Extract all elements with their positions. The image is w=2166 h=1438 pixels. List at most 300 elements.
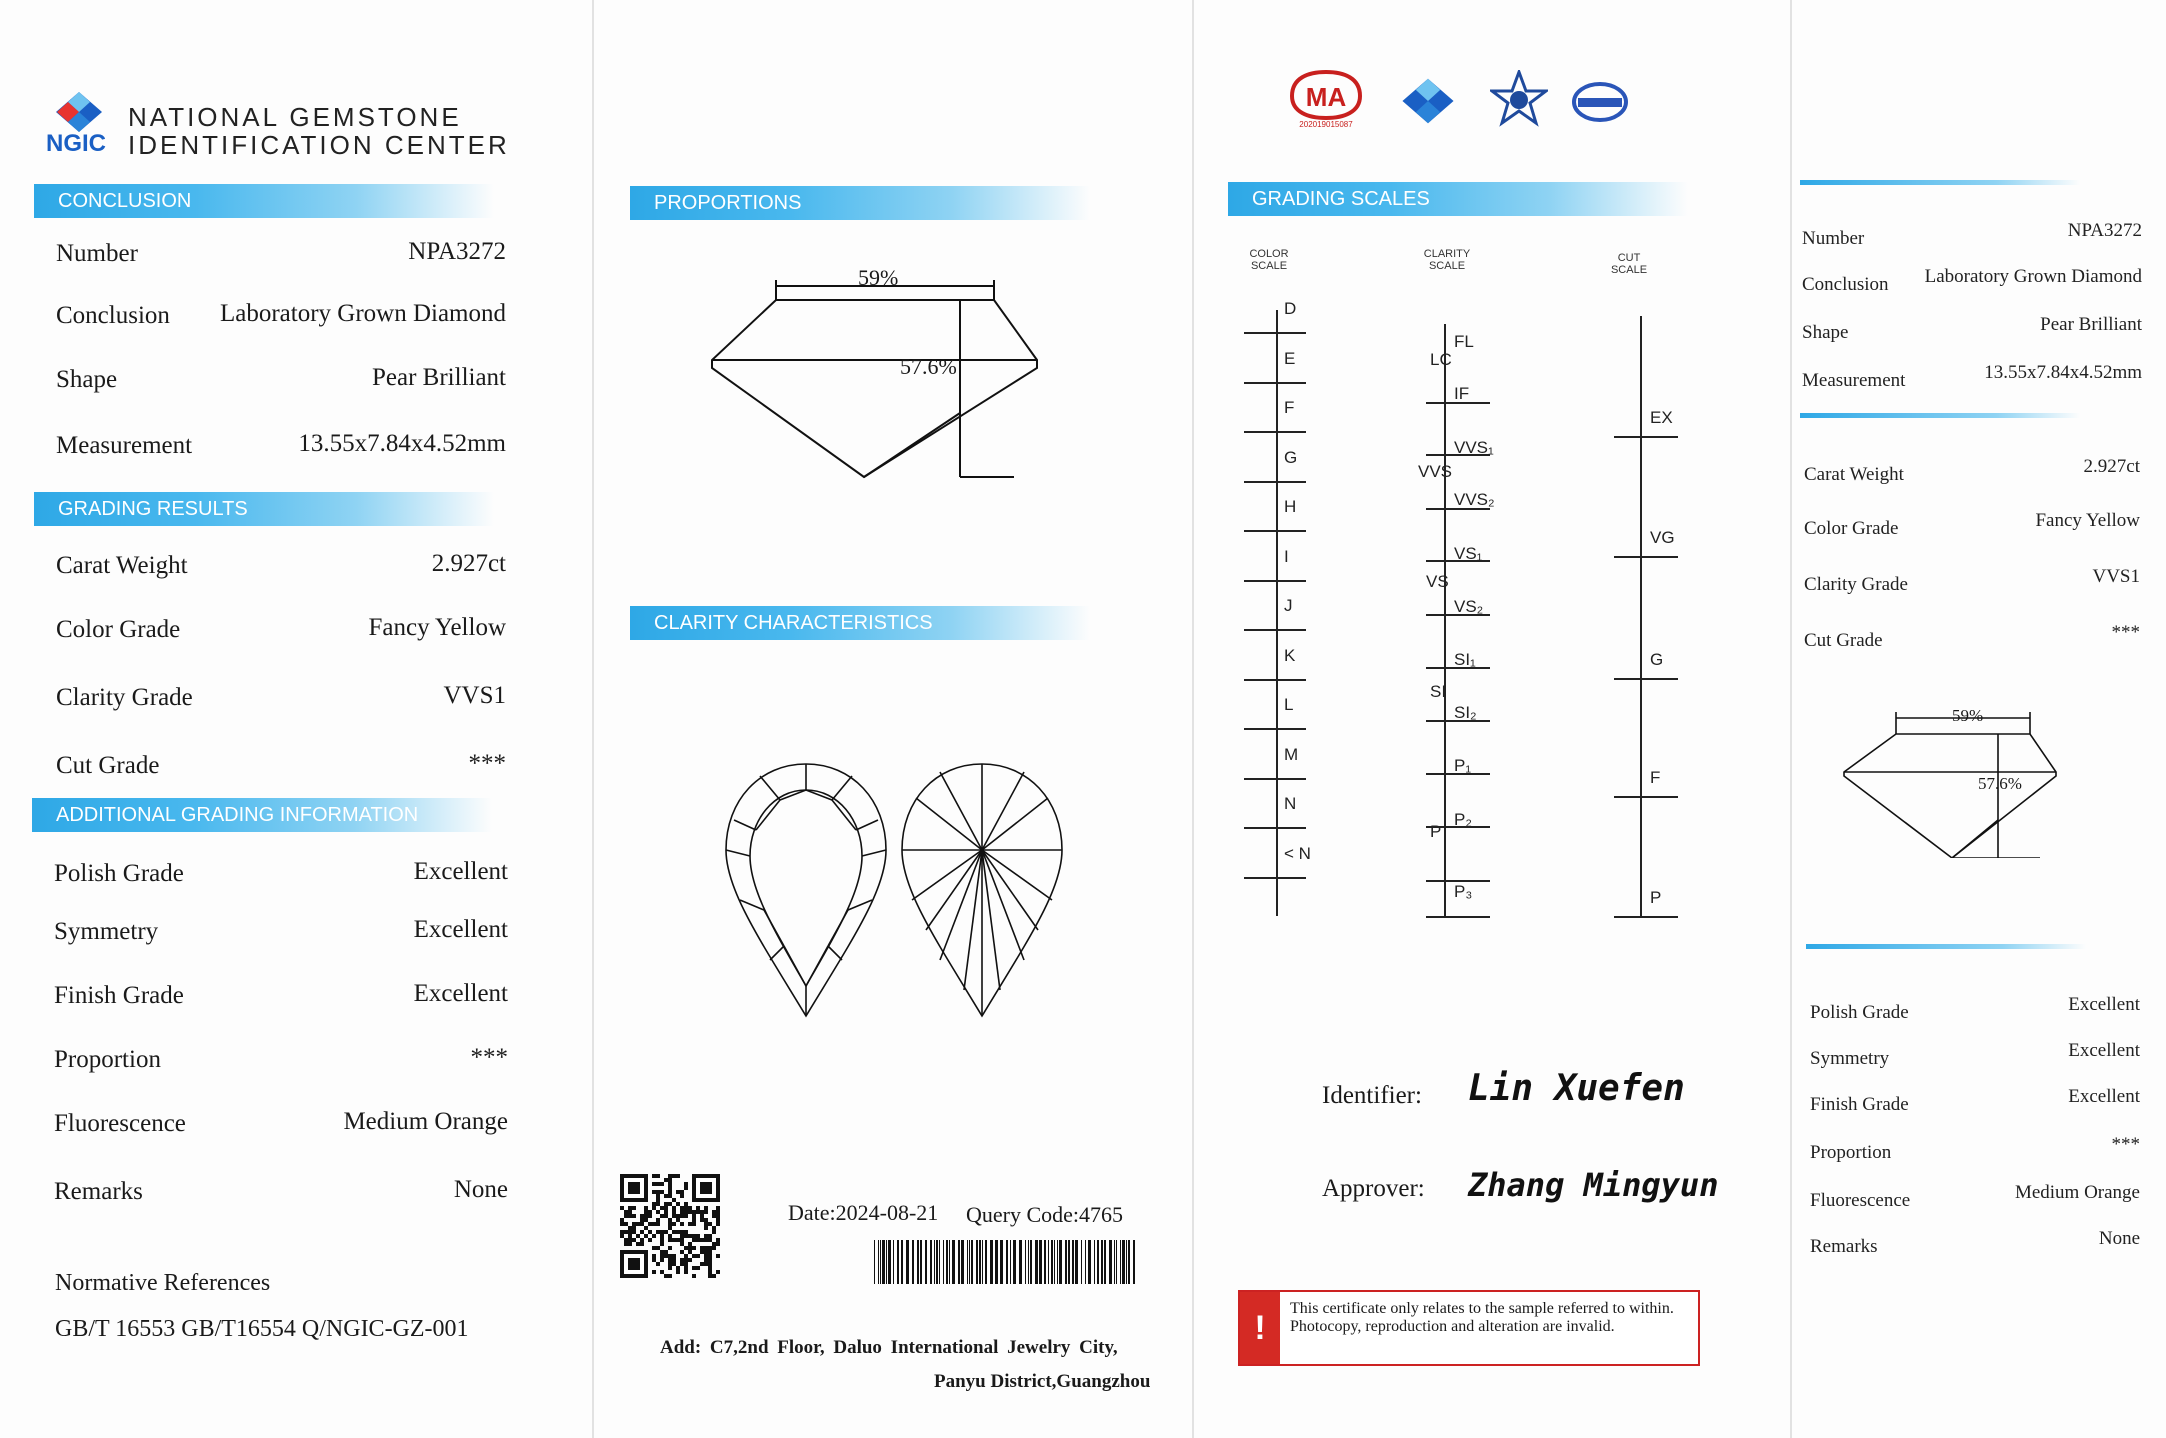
qr-module <box>700 1262 704 1266</box>
summary-remarks-value: None <box>2098 1228 2140 1249</box>
qr-module <box>620 1218 624 1222</box>
barcode-bar <box>949 1240 950 1284</box>
qr-module <box>704 1258 708 1262</box>
qr-module <box>684 1214 688 1218</box>
barcode-bar <box>985 1240 987 1284</box>
proportions-diagram <box>704 268 1064 488</box>
barcode-bar <box>982 1240 983 1284</box>
qr-module <box>668 1174 672 1178</box>
qr-module <box>716 1214 720 1218</box>
cut-scale-axis <box>1640 316 1642 918</box>
cut-grade-g: G <box>1650 650 1664 669</box>
color-grade-e: E <box>1284 348 1296 368</box>
qr-module <box>656 1182 660 1186</box>
qr-module <box>652 1246 656 1250</box>
barcode-bar <box>1120 1240 1121 1284</box>
qr-module <box>620 1230 624 1234</box>
qr-module <box>640 1242 644 1246</box>
qr-module <box>676 1202 680 1206</box>
barcode-bar <box>979 1240 981 1284</box>
color-scale-tick <box>1244 877 1306 879</box>
qr-module <box>684 1206 688 1210</box>
qr-module <box>628 1258 640 1270</box>
remarks-value: None <box>453 1176 508 1203</box>
barcode-bar <box>971 1240 973 1284</box>
barcode-bar <box>1054 1240 1055 1284</box>
qr-module <box>704 1222 708 1226</box>
qr-module <box>660 1242 664 1246</box>
panel-scales <box>1194 0 1790 1438</box>
qr-module <box>712 1214 716 1218</box>
barcode-bar <box>1013 1240 1016 1284</box>
clarity-grade-si-6: SI₁ <box>1454 650 1476 669</box>
qr-module <box>684 1254 688 1258</box>
barcode-bar <box>1085 1240 1086 1284</box>
qr-module <box>660 1234 664 1238</box>
qr-module <box>696 1206 700 1210</box>
qr-module <box>696 1234 700 1238</box>
qr-module <box>672 1214 676 1218</box>
qr-module <box>684 1266 688 1270</box>
qr-module <box>716 1210 720 1214</box>
polish-grade-label: Polish Grade <box>54 860 184 887</box>
clarity-grade-label: Clarity Grade <box>56 684 193 711</box>
barcode-bar <box>1068 1240 1070 1284</box>
barcode-bar <box>1088 1240 1091 1284</box>
barcode-bar <box>1048 1240 1049 1284</box>
qr-module <box>672 1230 676 1234</box>
qr-module <box>668 1274 672 1278</box>
barcode-bar <box>878 1240 879 1284</box>
cut-scale-tick <box>1614 556 1678 558</box>
color-scale-tick <box>1244 629 1306 631</box>
fluorescence-label: Fluorescence <box>54 1110 186 1137</box>
summary-proportion-value: *** <box>2111 1134 2140 1155</box>
qr-module <box>672 1206 676 1210</box>
qr-module <box>652 1174 656 1178</box>
summary-remarks-label: Remarks <box>1810 1236 1878 1257</box>
qr-module <box>644 1206 648 1210</box>
qr-module <box>668 1262 672 1266</box>
clarity-scale-heading: CLARITY SCALE <box>1423 248 1471 272</box>
finish-grade-value: Excellent <box>413 980 508 1007</box>
qr-module <box>656 1210 660 1214</box>
barcode-bar <box>1072 1240 1074 1284</box>
barcode-bar <box>1116 1240 1117 1284</box>
qr-module <box>664 1230 668 1234</box>
qr-module <box>684 1202 688 1206</box>
qr-module <box>648 1210 652 1214</box>
summary-conclusion-value: Laboratory Grown Diamond <box>1924 266 2142 287</box>
qr-module <box>628 1214 632 1218</box>
color-scale-tick <box>1244 431 1306 433</box>
barcode-bar <box>1065 1240 1067 1284</box>
barcode-bar <box>893 1240 894 1284</box>
cut-scale-tick <box>1614 916 1678 918</box>
barcode-bar <box>1044 1240 1046 1284</box>
qr-module <box>716 1206 720 1210</box>
qr-module <box>652 1202 656 1206</box>
qr-module <box>656 1246 660 1250</box>
color-grade-n: < N <box>1284 843 1311 863</box>
normative-references-list: GB/T 16553 GB/T16554 Q/NGIC-GZ-001 <box>55 1316 469 1342</box>
qr-module <box>708 1234 712 1238</box>
qr-module <box>696 1238 700 1242</box>
qr-module <box>712 1246 716 1250</box>
qr-module <box>660 1230 664 1234</box>
qr-code[interactable] <box>620 1174 720 1278</box>
qr-module <box>644 1210 648 1214</box>
qr-module <box>704 1234 708 1238</box>
color-scale-tick <box>1244 580 1306 582</box>
barcode-bar <box>967 1240 968 1284</box>
barcode-bar <box>961 1240 964 1284</box>
summary-color-grade-value: Fancy Yellow <box>2035 510 2140 531</box>
clarity-group-vvs: VVS <box>1418 462 1453 481</box>
barcode-bar <box>1133 1240 1135 1284</box>
qr-module <box>656 1190 660 1194</box>
barcode-bar <box>1006 1240 1008 1284</box>
panel-summary <box>1792 0 2166 1438</box>
qr-module <box>712 1242 716 1246</box>
clarity-grade-fl-0: FL <box>1454 332 1474 351</box>
color-grade-m: M <box>1284 744 1299 764</box>
qr-module <box>712 1210 716 1214</box>
qr-module <box>684 1246 688 1250</box>
grading-scales-band: GRADING SCALES <box>1228 182 1688 216</box>
qr-module <box>664 1206 668 1210</box>
approver-signature: Zhang Mingyun <box>1468 1166 1719 1204</box>
barcode-bar <box>925 1240 927 1284</box>
summary-number-label: Number <box>1802 228 1865 249</box>
fluorescence-value: Medium Orange <box>343 1108 508 1135</box>
qr-module <box>696 1254 700 1258</box>
qr-module <box>680 1190 684 1194</box>
barcode-bar <box>936 1240 938 1284</box>
qr-module <box>664 1214 668 1218</box>
qr-module <box>668 1254 672 1258</box>
qr-module <box>708 1222 712 1226</box>
color-grade-l: L <box>1284 695 1294 714</box>
barcode-bar <box>1051 1240 1053 1284</box>
color-scale-tick <box>1244 481 1306 483</box>
summary-number-value: NPA3272 <box>2067 220 2142 241</box>
conclusion-label: Conclusion <box>56 302 170 329</box>
color-grade-value: Fancy Yellow <box>368 614 506 641</box>
qr-module <box>660 1254 664 1258</box>
qr-module <box>624 1238 628 1242</box>
qr-module <box>692 1218 696 1222</box>
qr-module <box>684 1230 688 1234</box>
summary-symmetry-value: Excellent <box>2068 1040 2140 1061</box>
qr-module <box>692 1210 696 1214</box>
barcode-bar <box>946 1240 948 1284</box>
qr-module <box>640 1238 644 1242</box>
qr-module <box>704 1250 708 1254</box>
barcode-bar <box>969 1240 970 1284</box>
summary-shape-value: Pear Brilliant <box>2040 314 2142 335</box>
qr-module <box>704 1226 708 1230</box>
qr-module <box>628 1226 632 1230</box>
qr-module <box>716 1238 720 1242</box>
qr-module <box>708 1258 712 1262</box>
barcode-bar <box>920 1240 922 1284</box>
qr-module <box>652 1206 656 1210</box>
panel-diagrams <box>594 0 1192 1438</box>
qr-module <box>688 1250 692 1254</box>
qr-module <box>668 1218 672 1222</box>
barcode-bar <box>976 1240 978 1284</box>
summary-carat-weight-value: 2.927ct <box>2083 456 2140 477</box>
cut-scale-tick <box>1614 436 1678 438</box>
qr-module <box>716 1222 720 1226</box>
qr-module <box>700 1218 704 1222</box>
barcode-bar <box>930 1240 932 1284</box>
qr-module <box>708 1270 712 1274</box>
barcode-bar <box>1000 1240 1003 1284</box>
qr-module <box>660 1182 664 1186</box>
barcode-bar <box>1122 1240 1125 1284</box>
qr-module <box>656 1174 660 1178</box>
clarity-grade-p-10: P₃ <box>1454 882 1473 901</box>
summary-measurement-value: 13.55x7.84x4.52mm <box>1984 362 2142 383</box>
qr-module <box>680 1250 684 1254</box>
qr-module <box>636 1242 640 1246</box>
qr-module <box>672 1258 676 1262</box>
color-grade-g: G <box>1284 447 1298 467</box>
qr-module <box>712 1226 716 1230</box>
qr-module <box>696 1210 700 1214</box>
summary-polish-grade-value: Excellent <box>2068 994 2140 1015</box>
color-scale-tick <box>1244 382 1306 384</box>
cut-scale-tick <box>1614 678 1678 680</box>
remarks-label: Remarks <box>54 1178 143 1205</box>
qr-module <box>680 1214 684 1218</box>
carat-weight-value: 2.927ct <box>431 550 506 577</box>
clarity-grade-vs-4: VS₁ <box>1454 544 1483 563</box>
qr-module <box>688 1234 692 1238</box>
qr-module <box>680 1238 684 1242</box>
qr-module <box>656 1194 660 1198</box>
qr-module <box>664 1178 668 1182</box>
qr-module <box>708 1250 712 1254</box>
clarity-grade-p-9: P₂ <box>1454 810 1472 829</box>
qr-module <box>676 1214 680 1218</box>
barcode-bar <box>1094 1240 1095 1284</box>
qr-module <box>672 1262 676 1266</box>
qr-module <box>656 1230 660 1234</box>
qr-module <box>680 1206 684 1210</box>
qr-module <box>716 1242 720 1246</box>
qr-module <box>704 1218 708 1222</box>
qr-module <box>644 1226 648 1230</box>
qr-module <box>700 1210 704 1214</box>
qr-module <box>676 1266 680 1270</box>
issue-date: Date:2024-08-21 <box>788 1200 939 1225</box>
qr-module <box>672 1210 676 1214</box>
qr-module <box>652 1270 656 1274</box>
summary-shape-label: Shape <box>1802 322 1849 343</box>
org-name-line2: IDENTIFICATION CENTER <box>128 130 510 160</box>
qr-module <box>636 1234 640 1238</box>
summary-measurement-label: Measurement <box>1802 370 1906 391</box>
clarity-grade-vvs-3: VVS₂ <box>1454 490 1495 509</box>
summary-fluorescence-value: Medium Orange <box>2014 1182 2140 1203</box>
qr-module <box>660 1270 664 1274</box>
qr-module <box>716 1218 720 1222</box>
barcode-bar <box>990 1240 993 1284</box>
qr-module <box>668 1186 672 1190</box>
clarity-group-lc: LC <box>1430 350 1452 369</box>
clarity-plot-diagram <box>720 760 1070 1020</box>
qr-module <box>628 1182 640 1194</box>
cma-code: 202019015087 <box>1299 120 1353 129</box>
qr-module <box>624 1230 628 1234</box>
qr-module <box>668 1258 672 1262</box>
qr-module <box>652 1234 656 1238</box>
qr-module <box>700 1250 704 1254</box>
address-line1: Add: C7,2nd Floor, Daluo International Jewelry City, <box>660 1337 1118 1358</box>
clarity-group-si: SI <box>1430 682 1447 701</box>
summary-carat-weight-label: Carat Weight <box>1804 464 1904 485</box>
qr-module <box>680 1210 684 1214</box>
qr-module <box>624 1222 628 1226</box>
normative-references-title: Normative References <box>55 1270 271 1296</box>
proportions-band: PROPORTIONS <box>630 186 1090 220</box>
polish-grade-value: Excellent <box>413 858 508 885</box>
qr-module <box>700 1182 712 1194</box>
color-grade-j: J <box>1284 596 1293 615</box>
symmetry-label: Symmetry <box>54 918 159 945</box>
barcode-bar <box>952 1240 955 1284</box>
summary-proportions-diagram <box>1840 708 2076 858</box>
qr-module <box>680 1230 684 1234</box>
qr-module <box>652 1182 656 1186</box>
barcode-bar <box>874 1240 875 1284</box>
qr-module <box>624 1210 628 1214</box>
qr-module <box>656 1262 660 1266</box>
qr-module <box>668 1246 672 1250</box>
summary-divider-bottom <box>1806 944 2086 949</box>
clarity-grade-value: VVS1 <box>443 682 506 709</box>
barcode-bar <box>897 1240 899 1284</box>
color-scale-heading: COLOR SCALE <box>1249 248 1289 272</box>
qr-module <box>708 1266 712 1270</box>
qr-module <box>628 1230 632 1234</box>
qr-module <box>704 1254 708 1258</box>
qr-module <box>660 1206 664 1210</box>
qr-module <box>676 1270 680 1274</box>
color-grade-label: Color Grade <box>56 616 181 643</box>
qr-module <box>632 1226 636 1230</box>
qr-module <box>704 1246 708 1250</box>
color-grade-h: H <box>1284 497 1297 516</box>
qr-module <box>668 1266 672 1270</box>
qr-module <box>668 1194 672 1198</box>
qr-module <box>692 1254 696 1258</box>
grading-results-band: GRADING RESULTS <box>34 492 494 526</box>
clarity-group-vs: VS <box>1426 572 1449 591</box>
proportion-label: Proportion <box>54 1046 161 1073</box>
barcode-bar <box>1025 1240 1026 1284</box>
color-grade-i: I <box>1284 546 1289 566</box>
color-scale-tick <box>1244 827 1306 829</box>
qr-module <box>708 1238 712 1242</box>
measurement-value: 13.55x7.84x4.52mm <box>298 430 506 457</box>
barcode-bar <box>912 1240 914 1284</box>
identifier-label: Identifier: <box>1322 1082 1422 1109</box>
qr-module <box>704 1238 708 1242</box>
qr-module <box>664 1194 668 1198</box>
qr-module <box>704 1262 708 1266</box>
qr-module <box>684 1186 688 1190</box>
qr-module <box>640 1230 644 1234</box>
barcode-bar <box>1057 1240 1058 1284</box>
qr-module <box>676 1190 680 1194</box>
qr-module <box>632 1214 636 1218</box>
color-scale-tick <box>1244 778 1306 780</box>
cut-scale-heading: CUT SCALE <box>1610 252 1648 276</box>
cut-grade-value: *** <box>468 750 506 777</box>
qr-module <box>692 1234 696 1238</box>
barcode-bar <box>901 1240 903 1284</box>
barcode-bar <box>906 1240 909 1284</box>
qr-module <box>668 1226 672 1230</box>
address-line2: Panyu District,Guangzhou <box>934 1371 1151 1392</box>
barcode-bar <box>939 1240 940 1284</box>
barcode-bar <box>934 1240 935 1284</box>
number-label: Number <box>56 240 138 267</box>
proportion-value: *** <box>470 1044 508 1071</box>
panel-results <box>0 0 592 1438</box>
qr-module <box>680 1194 684 1198</box>
barcode-bar <box>888 1240 891 1284</box>
disclaimer-text: This certificate only relates to the sample referred to within. Photocopy, reproduction and alteration are invalid. <box>1290 1300 1674 1335</box>
qr-module <box>656 1218 660 1222</box>
summary-clarity-grade-label: Clarity Grade <box>1804 574 1908 595</box>
qr-module <box>648 1238 652 1242</box>
barcode-bar <box>1035 1240 1038 1284</box>
barcode-bar <box>1030 1240 1032 1284</box>
qr-module <box>688 1246 692 1250</box>
qr-module <box>620 1234 624 1238</box>
qr-module <box>644 1234 648 1238</box>
qr-module <box>704 1210 708 1214</box>
qr-module <box>708 1254 712 1258</box>
qr-module <box>652 1254 656 1258</box>
qr-module <box>668 1182 672 1186</box>
clarity-scale-tick <box>1426 916 1490 918</box>
color-scale-tick <box>1244 679 1306 681</box>
qr-module <box>684 1270 688 1274</box>
qr-module <box>692 1222 696 1226</box>
qr-module <box>680 1258 684 1262</box>
qr-module <box>668 1234 672 1238</box>
qr-module <box>684 1234 688 1238</box>
barcode-bar <box>1039 1240 1042 1284</box>
qr-module <box>680 1222 684 1226</box>
qr-module <box>620 1206 624 1210</box>
qr-module <box>716 1254 720 1258</box>
qr-module <box>628 1206 632 1210</box>
barcode-bar <box>1126 1240 1127 1284</box>
additional-info-band: ADDITIONAL GRADING INFORMATION <box>32 798 492 832</box>
qr-module <box>692 1266 696 1270</box>
qr-module <box>708 1246 712 1250</box>
clarity-grade-if-1: IF <box>1454 384 1470 403</box>
barcode-bar <box>1128 1240 1130 1284</box>
color-grade-d: D <box>1284 299 1297 318</box>
